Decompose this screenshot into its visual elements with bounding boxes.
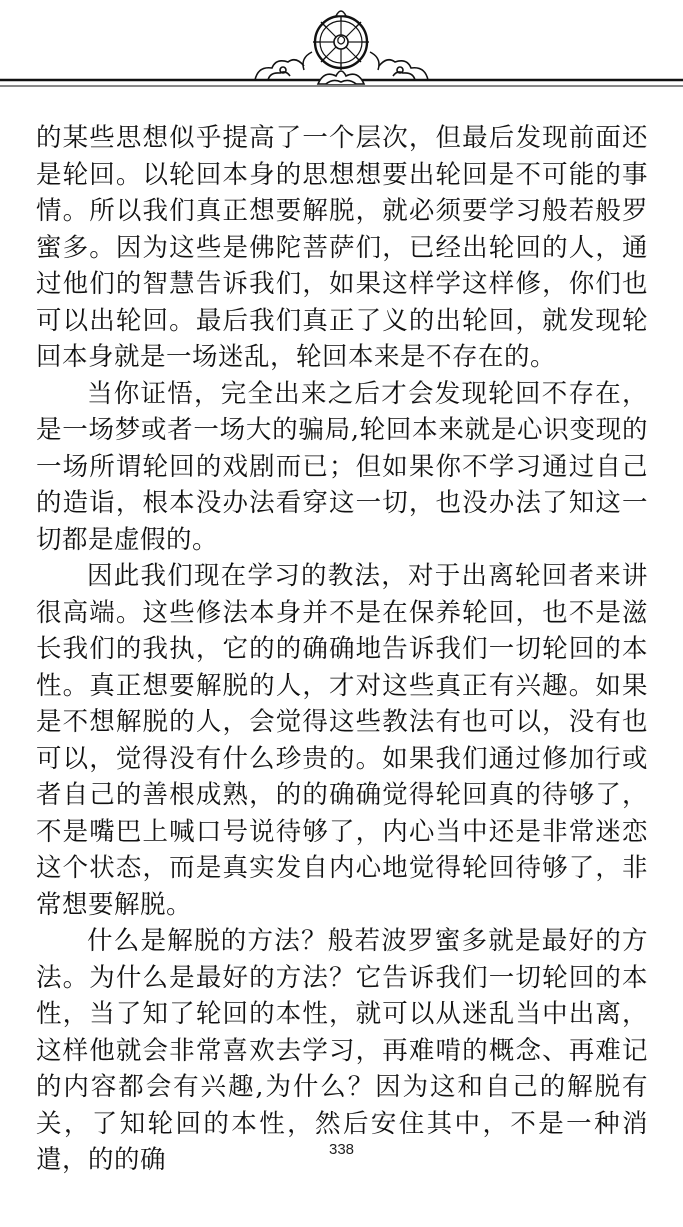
paragraph-continued: 的某些思想似乎提高了一个层次，但最后发现前面还是轮回。以轮回本身的思想想要出轮回是不可能的事情。所以我们真正想要解脱，就必须要学习般若般罗蜜多。因为这些是佛陀菩萨们，已经出轮回的人，通过他们的智慧告诉我们，如果这样学这样修，你们也可以出轮回。最后我们真正了义的出轮回，就发现轮回本身就是一场迷乱，轮回本来是不存在的。: [36, 123, 648, 372]
paragraph: 因此我们现在学习的教法，对于出离轮回者来讲很高端。这些修法本身并不是在保养轮回，也不是滋长我们的我执，它的的确确地告诉我们一切轮回的本性。真正想要解脱的人，才对这些真正有兴趣。如果是不想解脱的人，会觉得这些教法有也可以，没有也可以，觉得没有什么珍贵的。如果我们通过修加行或者自己的善根成熟，的的确确觉得轮回真的待够了，不是嘴巴上喊口号说待够了，内心当中还是非常迷恋这个状态，而是真实发自内心地觉得轮回待够了，非常想要解脱。: [36, 561, 648, 920]
page-number: 338: [328, 1141, 355, 1158]
paragraph: 当你证悟，完全出来之后才会发现轮回不存在，是一场梦或者一场大的骗局,轮回本来就是心识变现的一场所谓轮回的戏剧而已；但如果你不学习通过自己的造诣，根本没办法看穿这一切，也没办法了知这一切都是虚假的。: [36, 378, 648, 555]
paragraph: 什么是解脱的方法？般若波罗蜜多就是最好的方法。为什么是最好的方法？它告诉我们一切轮回的本性，当了知了轮回的本性，就可以从迷乱当中出离，这样他就会非常喜欢去学习，再难啃的概念、再难记的内容都会有兴趣,为什么？因为这和自己的解脱有关，了知轮回的本性，然后安住其中，不是一种消遣，的的确: [36, 926, 648, 1175]
page-header: [0, 0, 683, 110]
dharma-wheel-icon: [0, 0, 683, 110]
page-body: [36, 120, 648, 1179]
